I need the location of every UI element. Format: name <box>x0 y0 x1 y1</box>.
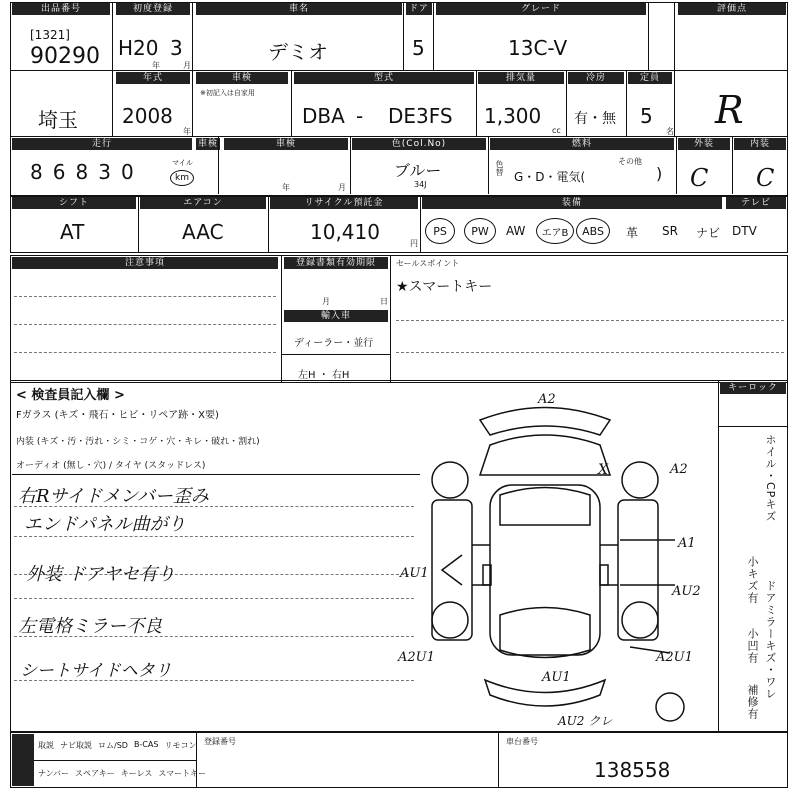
fuel-other: その他 <box>618 157 642 166</box>
equip-navi: ナビ <box>696 226 721 240</box>
label-color: 色(Col.No) <box>352 138 486 150</box>
legend-item: ドアミラーキズ・ワレ <box>764 580 777 700</box>
doors: 5 <box>412 36 425 60</box>
label-reg-no: 登録番号 <box>204 737 236 746</box>
mileage-digits <box>30 160 134 184</box>
legend-item: ホイル・CPキズ <box>764 434 777 523</box>
first-reg-era: H20 <box>118 36 159 60</box>
label-shift: シフト <box>12 197 136 209</box>
aircon-value: AAC <box>182 220 224 244</box>
reg-nen: 年 <box>282 183 290 192</box>
label-import: 輸入車 <box>284 310 388 322</box>
reg-tsuki: 月 <box>338 183 346 192</box>
damage-mark: A2U1 <box>398 650 435 665</box>
color-change: 色替 <box>495 160 504 176</box>
inspector-title: < 検査員記入欄 > <box>16 388 125 403</box>
model-dash: - <box>356 104 364 128</box>
glass-line: Fガラス (キズ・飛石・ヒビ・リペア跡・X要) <box>16 410 219 421</box>
notes-area <box>10 255 788 383</box>
grade: 13C-V <box>508 36 568 60</box>
import-type: ディーラー・並行 <box>294 338 374 349</box>
label-capacity: 定員 <box>628 72 672 84</box>
lot-number: 90290 <box>30 44 100 69</box>
year-nen: 年 <box>183 127 191 136</box>
label-car-name: 車名 <box>196 3 402 15</box>
eval-score: R <box>715 88 744 132</box>
label-inspection: 車検 <box>197 139 218 149</box>
damage-mark: AU2 <box>672 584 701 599</box>
label-chassis: 車台番号 <box>506 737 538 746</box>
footer-item: リモコン <box>164 741 197 750</box>
import-note: ※初記入は自家用 <box>200 89 255 97</box>
label-keylock: キーロック <box>720 382 786 394</box>
equip-dtv: DTV <box>732 224 757 238</box>
interior-grade: C <box>756 164 775 192</box>
hand-note: 外装 ドアヤセ有り <box>26 564 176 585</box>
legend-item: 小キズ有 <box>746 556 759 604</box>
deadline-month: 月 <box>322 297 330 306</box>
footer-side-tab <box>12 734 34 786</box>
footer-item: ロム/SD <box>98 741 128 750</box>
damage-mark: A1 <box>678 536 696 551</box>
mileage-digit: 3 <box>98 160 111 184</box>
legend-item: 補修有 <box>746 684 759 720</box>
equip-pw: PW <box>464 218 496 244</box>
chassis-number: 138558 <box>594 758 671 782</box>
label-first-reg: 初度登録 <box>116 3 190 15</box>
lot-code: [1321] <box>30 28 70 42</box>
year: 2008 <box>122 104 173 128</box>
hand-note: 左電格ミラー不良 <box>18 616 162 637</box>
color-name: ブルー <box>394 161 442 180</box>
mileage-mile: マイル <box>172 159 193 167</box>
damage-mark: AU1 <box>542 670 571 685</box>
legend-item: 小凹有 <box>746 628 759 664</box>
label-mileage: 走行 <box>12 138 192 150</box>
hand-note: エンドパネル曲がり <box>24 514 186 535</box>
label-grade: グレード <box>436 3 646 15</box>
equip-abs: ABS <box>576 218 610 244</box>
footer-item: 取説 <box>38 741 54 750</box>
handle-side: 左H ・ 右H <box>298 370 350 381</box>
first-reg-month: 3 <box>170 36 183 60</box>
model-prefix: DBA <box>302 104 345 128</box>
mileage-digit: 8 <box>75 160 89 184</box>
sales-point: ★スマートキー <box>396 279 493 295</box>
equip-leather: 革 <box>626 226 639 240</box>
displacement: 1,300 <box>484 104 542 128</box>
audio-line: オーディオ (無し・穴) / タイヤ (スタッドレス) <box>16 461 206 471</box>
footer-items-row1 <box>38 740 196 751</box>
fuel-close: ) <box>656 164 663 183</box>
label-ac: 冷房 <box>568 72 624 84</box>
capacity-unit: 名 <box>666 127 674 136</box>
nen-mark: 年 <box>152 61 160 70</box>
deadline-day: 日 <box>380 297 388 306</box>
footer-item: ナビ取説 <box>60 741 92 750</box>
damage-mark: A2U1 <box>656 650 693 665</box>
equip-aw: AW <box>506 224 526 238</box>
label-fuel: 燃料 <box>490 138 674 150</box>
equip-sr: SR <box>662 224 678 238</box>
footer-items-row2 <box>38 768 206 779</box>
recycle-fee: 10,410 <box>310 220 380 244</box>
label-interior: 内装 <box>734 138 786 150</box>
label-displacement: 排気量 <box>478 72 564 84</box>
shift-value: AT <box>60 220 85 244</box>
label-model: 型式 <box>294 72 474 84</box>
fuel-options: G・D・電気( <box>514 170 586 184</box>
color-code: 34J <box>414 180 427 189</box>
label-exterior: 外装 <box>678 138 730 150</box>
mileage-km: km <box>170 170 194 186</box>
label-recycle: リサイクル預託金 <box>270 197 418 209</box>
equip-airbag: エアB <box>536 218 574 244</box>
mileage-digit: 8 <box>30 160 43 184</box>
label-registration: 車検 <box>196 72 288 84</box>
label-equipment: 装備 <box>422 197 722 209</box>
label-tv: テレビ <box>726 197 786 209</box>
damage-mark: A2 <box>670 462 688 477</box>
car-name: デミオ <box>268 40 328 64</box>
damage-mark: X <box>598 462 608 478</box>
interior-line: 内装 (キズ・汚・汚れ・シミ・コゲ・穴・キレ・破れ・割れ) <box>16 437 260 447</box>
damage-mark: AU1 <box>400 566 429 581</box>
hand-note: シートサイドヘタリ <box>20 661 172 681</box>
footer-item: スマートキー <box>158 769 207 778</box>
damage-mark: A2 <box>538 392 556 407</box>
hand-note: 右Rサイドメンバー歪み <box>18 486 209 507</box>
footer-item: キーレス <box>120 769 153 778</box>
exterior-grade: C <box>690 164 709 192</box>
label-lot-no: 出品番号 <box>12 3 110 15</box>
footer-item: B-CAS <box>133 740 159 749</box>
damage-mark: AU2 クレ <box>558 714 613 728</box>
label-registration-date: 車検 <box>224 138 348 150</box>
yen-unit: 円 <box>410 239 418 248</box>
tsuki-mark: 月 <box>183 61 191 70</box>
ac-yes-no: 有・無 <box>574 111 616 127</box>
footer-item: スペアキー <box>75 769 115 778</box>
label-doors: ドア <box>406 3 432 15</box>
cc-unit: cc <box>552 126 561 135</box>
mileage-digit: 0 <box>120 160 134 184</box>
label-deadline: 登録書類有効期限 <box>284 257 388 269</box>
label-caution: 注意事項 <box>12 257 278 269</box>
footer-item: ナンバー <box>38 769 70 778</box>
mileage-digit: 6 <box>52 160 66 184</box>
label-aircon: エアコン <box>140 197 266 209</box>
equip-ps: PS <box>425 218 455 244</box>
label-sales: セールスポイント <box>396 259 460 268</box>
label-eval: 評価点 <box>678 3 786 15</box>
capacity: 5 <box>640 104 653 128</box>
model-code: DE3FS <box>388 104 453 128</box>
label-year: 年式 <box>116 72 190 84</box>
prefecture: 埼玉 <box>38 108 78 132</box>
